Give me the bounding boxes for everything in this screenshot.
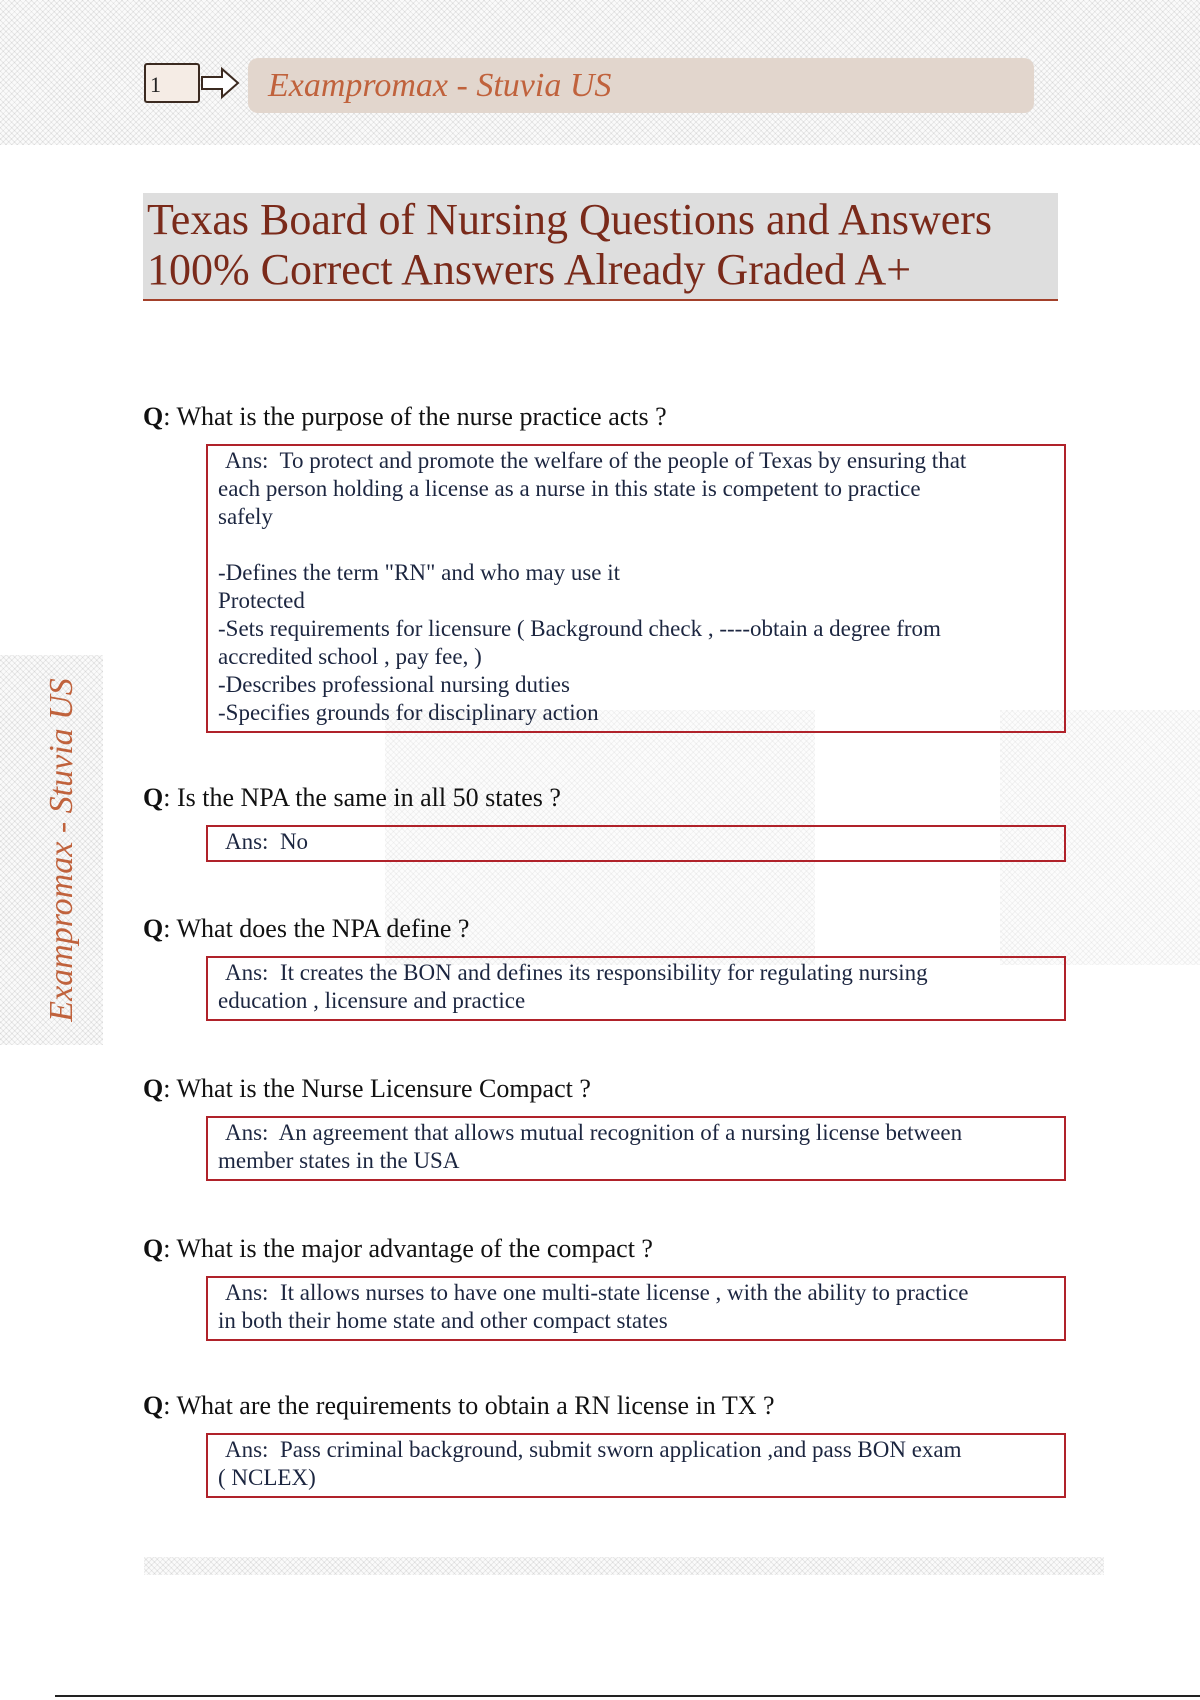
question-prefix: Q (143, 914, 164, 943)
answer-box (206, 1116, 1066, 1181)
footer-divider (144, 1557, 1104, 1575)
answer-line: Ans: To protect and promote the welfare of the people of Texas by ensuring that (225, 448, 967, 473)
question-text: : What is the purpose of the nurse practice acts ? (163, 402, 667, 431)
answer-line: Ans: It allows nurses to have one multi-state license , with the ability to practice (225, 1280, 969, 1305)
answer-box (206, 825, 1066, 862)
question-text: : What are the requirements to obtain a RN license in TX ? (163, 1391, 775, 1420)
qa-item (143, 1072, 1083, 1181)
answer-line: in both their home state and other compact states (218, 1308, 668, 1333)
answer-line: -Specifies grounds for disciplinary action (218, 700, 599, 725)
page-number: 1 (144, 63, 200, 103)
answer-line: -Defines the term "RN" and who may use it (218, 560, 621, 585)
qa-item (143, 1232, 1083, 1341)
qa-item (143, 781, 1083, 862)
page-bottom-rule (55, 1695, 1200, 1697)
answer-line: accredited school , pay fee, ) (218, 644, 482, 669)
question (143, 781, 1083, 815)
question-prefix: Q (143, 1074, 164, 1103)
answer-box (206, 444, 1066, 733)
answer-line: Ans: An agreement that allows mutual recognition of a nursing license between (225, 1120, 963, 1145)
answer-line: -Describes professional nursing duties (218, 672, 570, 697)
question-text: : What is the Nurse Licensure Compact ? (163, 1074, 591, 1103)
qa-item (143, 400, 1083, 733)
document-title (143, 193, 1058, 301)
answer-line: education , licensure and practice (218, 988, 526, 1013)
question (143, 1072, 1083, 1106)
answer-line: -Sets requirements for licensure ( Background check , ----obtain a degree from (218, 616, 941, 641)
answer-line: member states in the USA (218, 1148, 460, 1173)
brand-header: Exampromax - Stuvia US (248, 58, 1034, 113)
answer-line: Protected (218, 588, 305, 613)
question (143, 400, 1083, 434)
question-prefix: Q (143, 783, 164, 812)
qa-item (143, 1389, 1083, 1498)
question-prefix: Q (143, 1234, 164, 1263)
answer-box (206, 1433, 1066, 1498)
question (143, 1389, 1083, 1423)
question-text: : Is the NPA the same in all 50 states ? (163, 783, 561, 812)
side-watermark: Exampromax - Stuvia US (43, 678, 80, 1022)
arrow-right-icon (200, 66, 240, 100)
qa-item (143, 912, 1083, 1021)
title-line-1: Texas Board of Nursing Questions and Answers (147, 195, 993, 244)
answer-line: Ans: It creates the BON and defines its responsibility for regulating nursing (225, 960, 928, 985)
answer-line: ( NCLEX) (218, 1465, 316, 1490)
answer-line: each person holding a license as a nurse in this state is competent to practice (218, 476, 921, 501)
question-text: : What is the major advantage of the compact ? (163, 1234, 653, 1263)
question-text: : What does the NPA define ? (163, 914, 470, 943)
answer-box (206, 956, 1066, 1021)
title-line-2: 100% Correct Answers Already Graded A+ (147, 245, 912, 294)
question-prefix: Q (143, 402, 164, 431)
question (143, 912, 1083, 946)
answer-line: safely (218, 504, 273, 529)
answer-line: Ans: Pass criminal background, submit sworn application ,and pass BON exam (225, 1437, 962, 1462)
question (143, 1232, 1083, 1266)
answer-line (218, 531, 1054, 559)
answer-box (206, 1276, 1066, 1341)
question-prefix: Q (143, 1391, 164, 1420)
answer-line: Ans: No (225, 829, 309, 854)
